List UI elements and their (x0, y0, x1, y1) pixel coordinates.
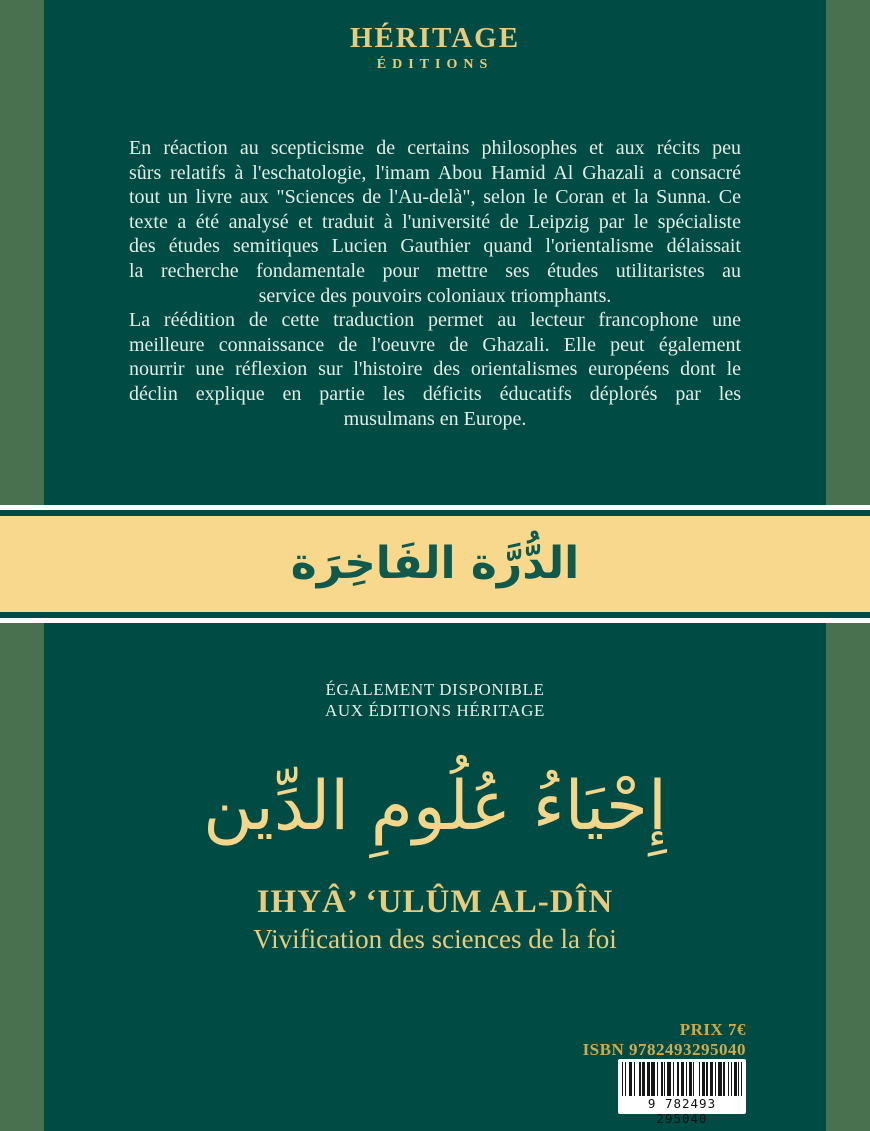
synopsis-line: texte a été analysé et traduit à l'université de Leipzig par le spécialiste (129, 210, 741, 233)
synopsis-paragraph (129, 136, 741, 308)
synopsis-paragraph (129, 308, 741, 431)
band-stripe-bottom (0, 618, 870, 623)
synopsis-line: la recherche fondamentale pour mettre ses études utilitaristes au (129, 259, 741, 282)
synopsis-line: service des pouvoirs coloniaux triomphants. (258, 284, 612, 307)
synopsis-line: sûrs relatifs à l'eschatologie, l'imam Abou Hamid Al Ghazali a consacré (129, 161, 741, 184)
publisher-logo (0, 22, 870, 73)
latin-title: IHYÂ’ ‘ULÛM AL-DÎN (256, 884, 614, 920)
barcode (618, 1059, 746, 1126)
publisher-name: HÉRITAGE (349, 22, 521, 54)
synopsis (129, 136, 741, 431)
synopsis-line: musulmans en Europe. (343, 407, 527, 430)
arabic-series-title: الدُّرَّة الفَاخِرَة (290, 538, 580, 589)
promo-line-2: AUX ÉDITIONS HÉRITAGE (325, 700, 545, 720)
arabic-calligraphy-title: إِحْيَاءُ عُلُومِ الدِّين (203, 766, 667, 846)
synopsis-line: des études semitiques Lucien Gauthier quand l'orientalisme délaissait (129, 235, 741, 258)
barcode-digits: 9 782493 295040 (647, 1096, 717, 1126)
band-cream (0, 516, 870, 612)
price-label: PRIX 7€ (679, 1020, 746, 1039)
barcode-bar (741, 1062, 742, 1096)
publisher-editions-label: ÉDITIONS (376, 57, 494, 72)
synopsis-line: La réédition de cette traduction permet au lecteur francophone une (129, 309, 741, 332)
synopsis-line: déclin explique en partie les déficits éducatifs déplorés par les (129, 382, 741, 405)
promo-text (0, 680, 870, 721)
synopsis-line: nourrir une réflexion sur l'histoire des orientalismes européens dont le (129, 358, 741, 381)
isbn-label: ISBN 9782493295040 (582, 1040, 746, 1059)
synopsis-line: En réaction au scepticisme de certains philosophes et aux récits peu (129, 137, 741, 159)
title-band (0, 505, 870, 623)
promo-line-1: ÉGALEMENT DISPONIBLE (325, 680, 545, 699)
synopsis-line: meilleure connaissance de l'oeuvre de Ghazali. Elle peut également (129, 333, 741, 356)
barcode-bars (622, 1062, 742, 1096)
synopsis-line: tout un livre aux "Sciences de l'Au-delà", selon le Coran et la Sunna. Ce (129, 186, 741, 209)
french-subtitle: Vivification des sciences de la foi (253, 924, 617, 954)
